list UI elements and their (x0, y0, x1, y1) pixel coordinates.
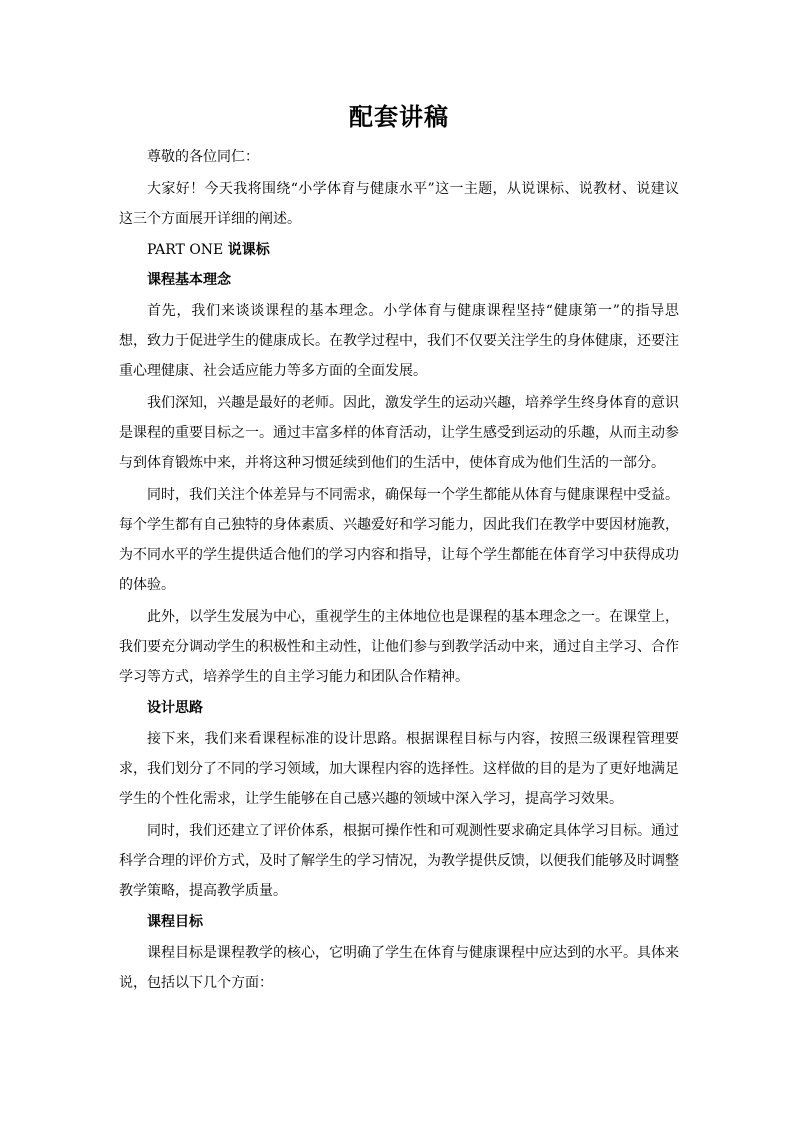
body-paragraph: 接下来，我们来看课程标准的设计思路。根据课程目标与内容，按照三级课程管理要求，我们划分了不同的学习领域，加大课程内容的选择性。这样做的目的是为了更好地满足学生的个性化需求，让学生能够在自己感兴趣的领域中深入学习，提高学习效果。 (119, 731, 679, 807)
body-paragraph: 我们深知，兴趣是最好的老师。因此，激发学生的运动兴趣，培养学生终身体育的意识是课程的重要目标之一。通过丰富多样的体育活动，让学生感受到运动的乐趣，从而主动参与到体育锻炼中来，并将这种习惯延续到他们的生活中，使体育成为他们生活的一部分。 (119, 395, 679, 471)
part-one-cn-label: 说课标 (227, 242, 270, 258)
body-paragraph: 首先，我们来谈谈课程的基本理念。小学体育与健康课程坚持“健康第一”的指导思想，致力于促进学生的健康成长。在教学过程中，我们不仅要关注学生的身体健康，还要注重心理健康、社会适应能力等多方面的全面发展。 (119, 303, 679, 379)
greeting-paragraph: 尊敬的各位同仁： (147, 149, 259, 165)
body-paragraph: 同时，我们关注个体差异与不同需求，确保每一个学生都能从体育与健康课程中受益。每个学生都有自己独特的身体素质、兴趣爱好和学习能力，因此我们在教学中要因材施教，为不同水平的学生提供适合他们的学习内容和指导，让每个学生都能在体育学习中获得成功的体验。 (119, 487, 679, 593)
page-title: 配套讲稿 (349, 102, 449, 131)
part-one-heading (119, 236, 679, 264)
body-paragraph: 课程目标是课程教学的核心，它明确了学生在体育与健康课程中应达到的水平。具体来说，包括以下几个方面： (119, 945, 679, 991)
body-paragraph: 此外，以学生发展为中心，重视学生的主体地位也是课程的基本理念之一。在课堂上，我们要充分调动学生的积极性和主动性，让他们参与到教学活动中来，通过自主学习、合作学习等方式，培养学生的自主学习能力和团队合作精神。 (119, 609, 679, 685)
section-heading-curriculum-goals: 课程目标 (147, 914, 203, 930)
section-heading-curriculum-philosophy: 课程基本理念 (147, 272, 231, 288)
intro-paragraph: 大家好！今天我将围绕“小学体育与健康水平”这一主题，从说课标、说教材、说建议这三个方面展开详细的阐述。 (119, 181, 679, 227)
part-one-en-label: PART ONE (147, 242, 228, 258)
body-paragraph: 同时，我们还建立了评价体系，根据可操作性和可观测性要求确定具体学习目标。通过科学合理的评价方式，及时了解学生的学习情况，为教学提供反馈，以便我们能够及时调整教学策略，提高教学质量。 (119, 823, 679, 899)
document-body (119, 100, 679, 998)
section-heading-design-approach: 设计思路 (147, 700, 203, 716)
